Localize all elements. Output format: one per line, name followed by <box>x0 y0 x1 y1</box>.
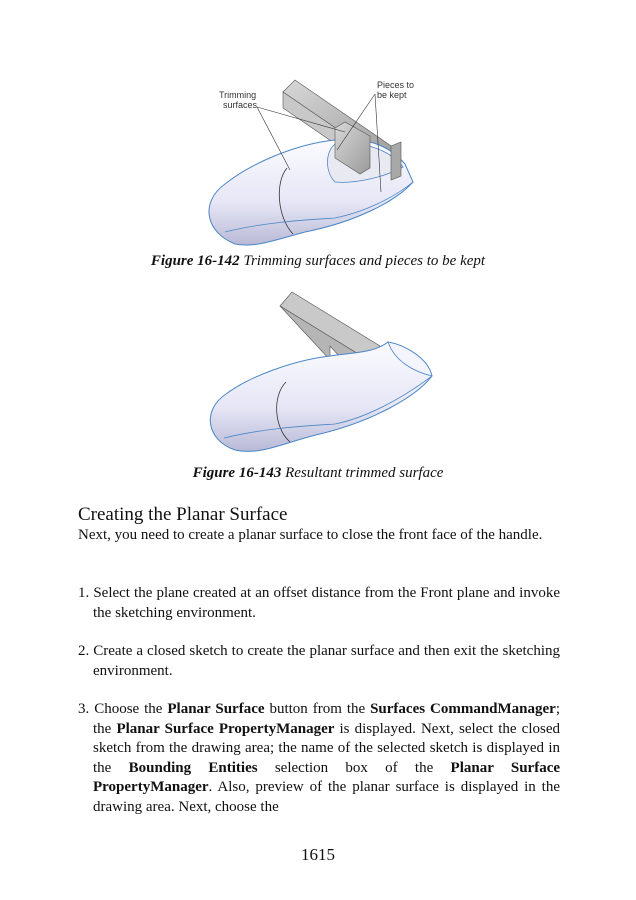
label-pieces-line1: Pieces to <box>377 80 415 90</box>
step-number: 1. <box>78 585 94 601</box>
step-number: 2. <box>78 643 94 659</box>
step-text-run: Choose the <box>94 701 168 717</box>
figure-16-143 <box>200 290 440 460</box>
step-text-run: selection box of the <box>257 759 451 776</box>
figure-16-143-caption <box>0 465 636 482</box>
step-text-run: . Also, preview of the planar surface is displayed in the drawing area. Next, choose the <box>93 779 560 815</box>
step-3-text <box>78 700 560 817</box>
step-1 <box>78 584 560 623</box>
step-3 <box>78 700 560 817</box>
section-heading: Creating the Planar Surface <box>78 504 288 525</box>
figure-16-142 <box>195 72 445 252</box>
caption-number: Figure 16-142 <box>150 253 240 269</box>
step-text-run: is displayed. Next, select the closed sketch from the drawing area; the name of the selected sketch is displayed in the <box>93 720 560 776</box>
label-trimming-line1: Trimming <box>219 90 257 100</box>
figure-16-142-caption <box>0 253 636 270</box>
label-pieces-line2: be kept <box>377 90 407 100</box>
intro-text: Next, you need to create a planar surface to close the front face of the handle. <box>78 527 543 543</box>
label-trimming-line2: surfaces <box>223 100 258 110</box>
step-text-run: ; the <box>93 701 560 737</box>
caption-number: Figure 16-143 <box>192 465 282 481</box>
step-bold-term: Planar Surface PropertyManager <box>116 720 335 737</box>
step-bold-term: Surfaces CommandManager <box>370 701 556 717</box>
step-text-run: Create a closed sketch to create the planar surface and then exit the sketching environment. <box>93 643 560 679</box>
step-bold-term: Planar Surface <box>167 701 265 717</box>
step-2 <box>78 642 560 681</box>
intro-paragraph <box>78 526 575 546</box>
step-bold-term: Planar Surface PropertyManager <box>93 759 561 795</box>
step-text-run: button from the <box>264 701 371 717</box>
step-2-text <box>78 642 560 681</box>
step-1-text <box>78 584 560 623</box>
step-number: 3. <box>78 701 95 717</box>
caption-text: Resultant trimmed surface <box>281 465 444 481</box>
page-number: 1615 <box>301 845 335 864</box>
step-bold-term: Bounding Entities <box>128 759 258 776</box>
trim-plate-side <box>391 142 401 180</box>
step-text-run: Select the plane created at an offset distance from the Front plane and invoke the sketching environment. <box>93 585 561 621</box>
caption-text: Trimming surfaces and pieces to be kept <box>239 253 486 269</box>
